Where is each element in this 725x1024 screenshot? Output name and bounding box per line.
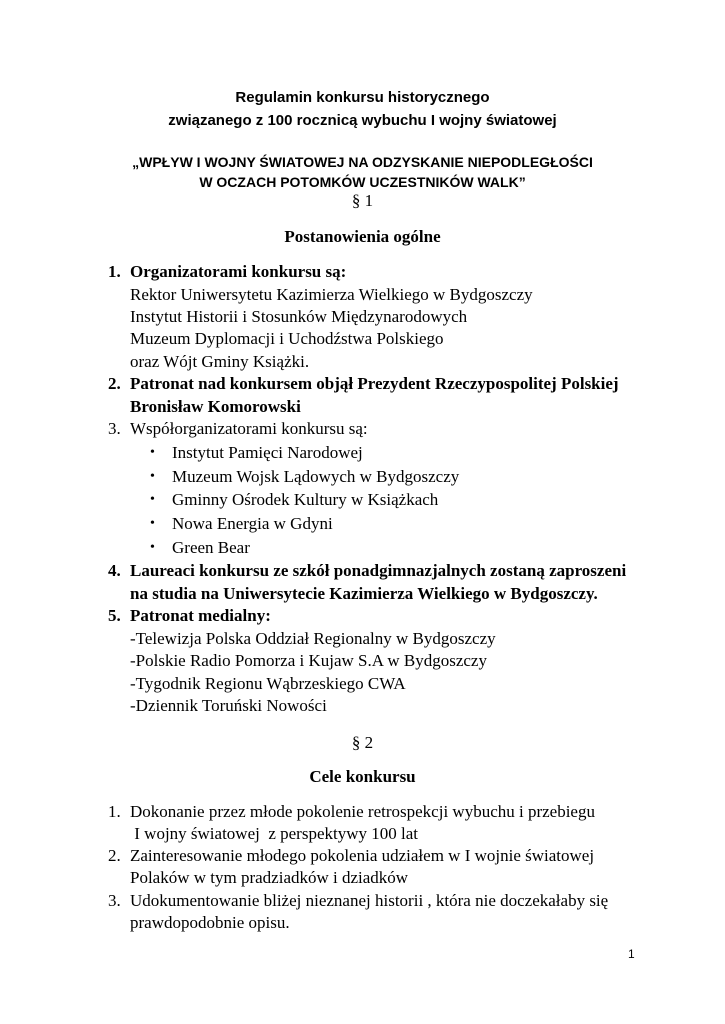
coorganizer-item: Muzeum Wojsk Lądowych w Bydgoszczy [172, 467, 460, 486]
section2-mark: § 2 [351, 733, 374, 752]
media-patron-item: -Telewizja Polska Oddział Regionalny w Bydgoszczy [130, 629, 496, 648]
item2-line1: Patronat nad konkursem objął Prezydent Rzeczypospolitej Polskiej [130, 374, 619, 393]
bullet-icon: • [150, 445, 155, 460]
contest-motto-line1: „WPŁYW I WOJNY ŚWIATOWEJ NA ODZYSKANIE NIEPODLEGŁOŚCI [132, 154, 593, 170]
item4-line2: na studia na Uniwersytecie Kazimierza Wielkiego w Bydgoszczy. [130, 584, 598, 603]
goal2-line1: Zainteresowanie młodego pokolenia udziałem w I wojnie światowej [130, 846, 595, 865]
item1-line: oraz Wójt Gminy Książki. [130, 352, 310, 371]
goal3-number: 3. [108, 891, 121, 910]
section1-mark: § 1 [351, 191, 374, 210]
bullet-icon: • [150, 516, 155, 531]
document-title-line2: związanego z 100 rocznicą wybuchu I wojny światowej [168, 112, 557, 129]
goal2-line2: Polaków w tym pradziadków i dziadków [130, 868, 409, 887]
bullet-icon: • [150, 540, 155, 555]
item3-number: 3. [108, 419, 121, 438]
coorganizer-item: Gminny Ośrodek Kultury w Książkach [172, 490, 439, 509]
page-number: 1 [628, 947, 635, 961]
goal1-number: 1. [108, 802, 121, 821]
goal3-line1: Udokumentowanie bliżej nieznanej historii , która nie doczekałaby się [130, 891, 609, 910]
item4-line1: Laureaci konkursu ze szkół ponadgimnazjalnych zostaną zaproszeni [130, 561, 627, 580]
coorganizer-item: Green Bear [172, 538, 250, 557]
item1-number: 1. [108, 262, 121, 281]
media-patron-item: -Dziennik Toruński Nowości [130, 696, 327, 715]
coorganizer-item: Instytut Pamięci Narodowej [172, 443, 363, 462]
coorganizer-item: Nowa Energia w Gdyni [172, 514, 333, 533]
goal1-line1: Dokonanie przez młode pokolenie retrospekcji wybuchu i przebiegu [130, 802, 595, 821]
item1-heading: Organizatorami konkursu są: [130, 262, 347, 281]
goal3-line2: prawdopodobnie opisu. [130, 913, 290, 932]
item5-heading: Patronat medialny: [130, 606, 271, 625]
goal1-line2: I wojny światowej z perspektywy 100 lat [130, 824, 418, 843]
contest-motto-line2: W OCZACH POTOMKÓW UCZESTNIKÓW WALK” [199, 174, 526, 190]
media-patron-item: -Polskie Radio Pomorza i Kujaw S.A w Bydgoszczy [130, 651, 487, 670]
item1-line: Muzeum Dyplomacji i Uchodźstwa Polskiego [130, 329, 444, 348]
item2-line2: Bronisław Komorowski [130, 397, 301, 416]
item4-number: 4. [108, 561, 121, 580]
goal2-number: 2. [108, 846, 121, 865]
item1-line: Rektor Uniwersytetu Kazimierza Wielkiego w Bydgoszczy [130, 285, 533, 304]
section2-title: Cele konkursu [309, 767, 416, 786]
item3-heading: Współorganizatorami konkursu są: [130, 419, 368, 438]
media-patron-item: -Tygodnik Regionu Wąbrzeskiego CWA [130, 674, 406, 693]
document-title-line1: Regulamin konkursu historycznego [235, 89, 490, 106]
bullet-icon: • [150, 469, 155, 484]
item2-number: 2. [108, 374, 121, 393]
section1-title: Postanowienia ogólne [284, 227, 441, 246]
item1-line: Instytut Historii i Stosunków Międzynarodowych [130, 307, 468, 326]
item5-number: 5. [108, 606, 121, 625]
bullet-icon: • [150, 492, 155, 507]
